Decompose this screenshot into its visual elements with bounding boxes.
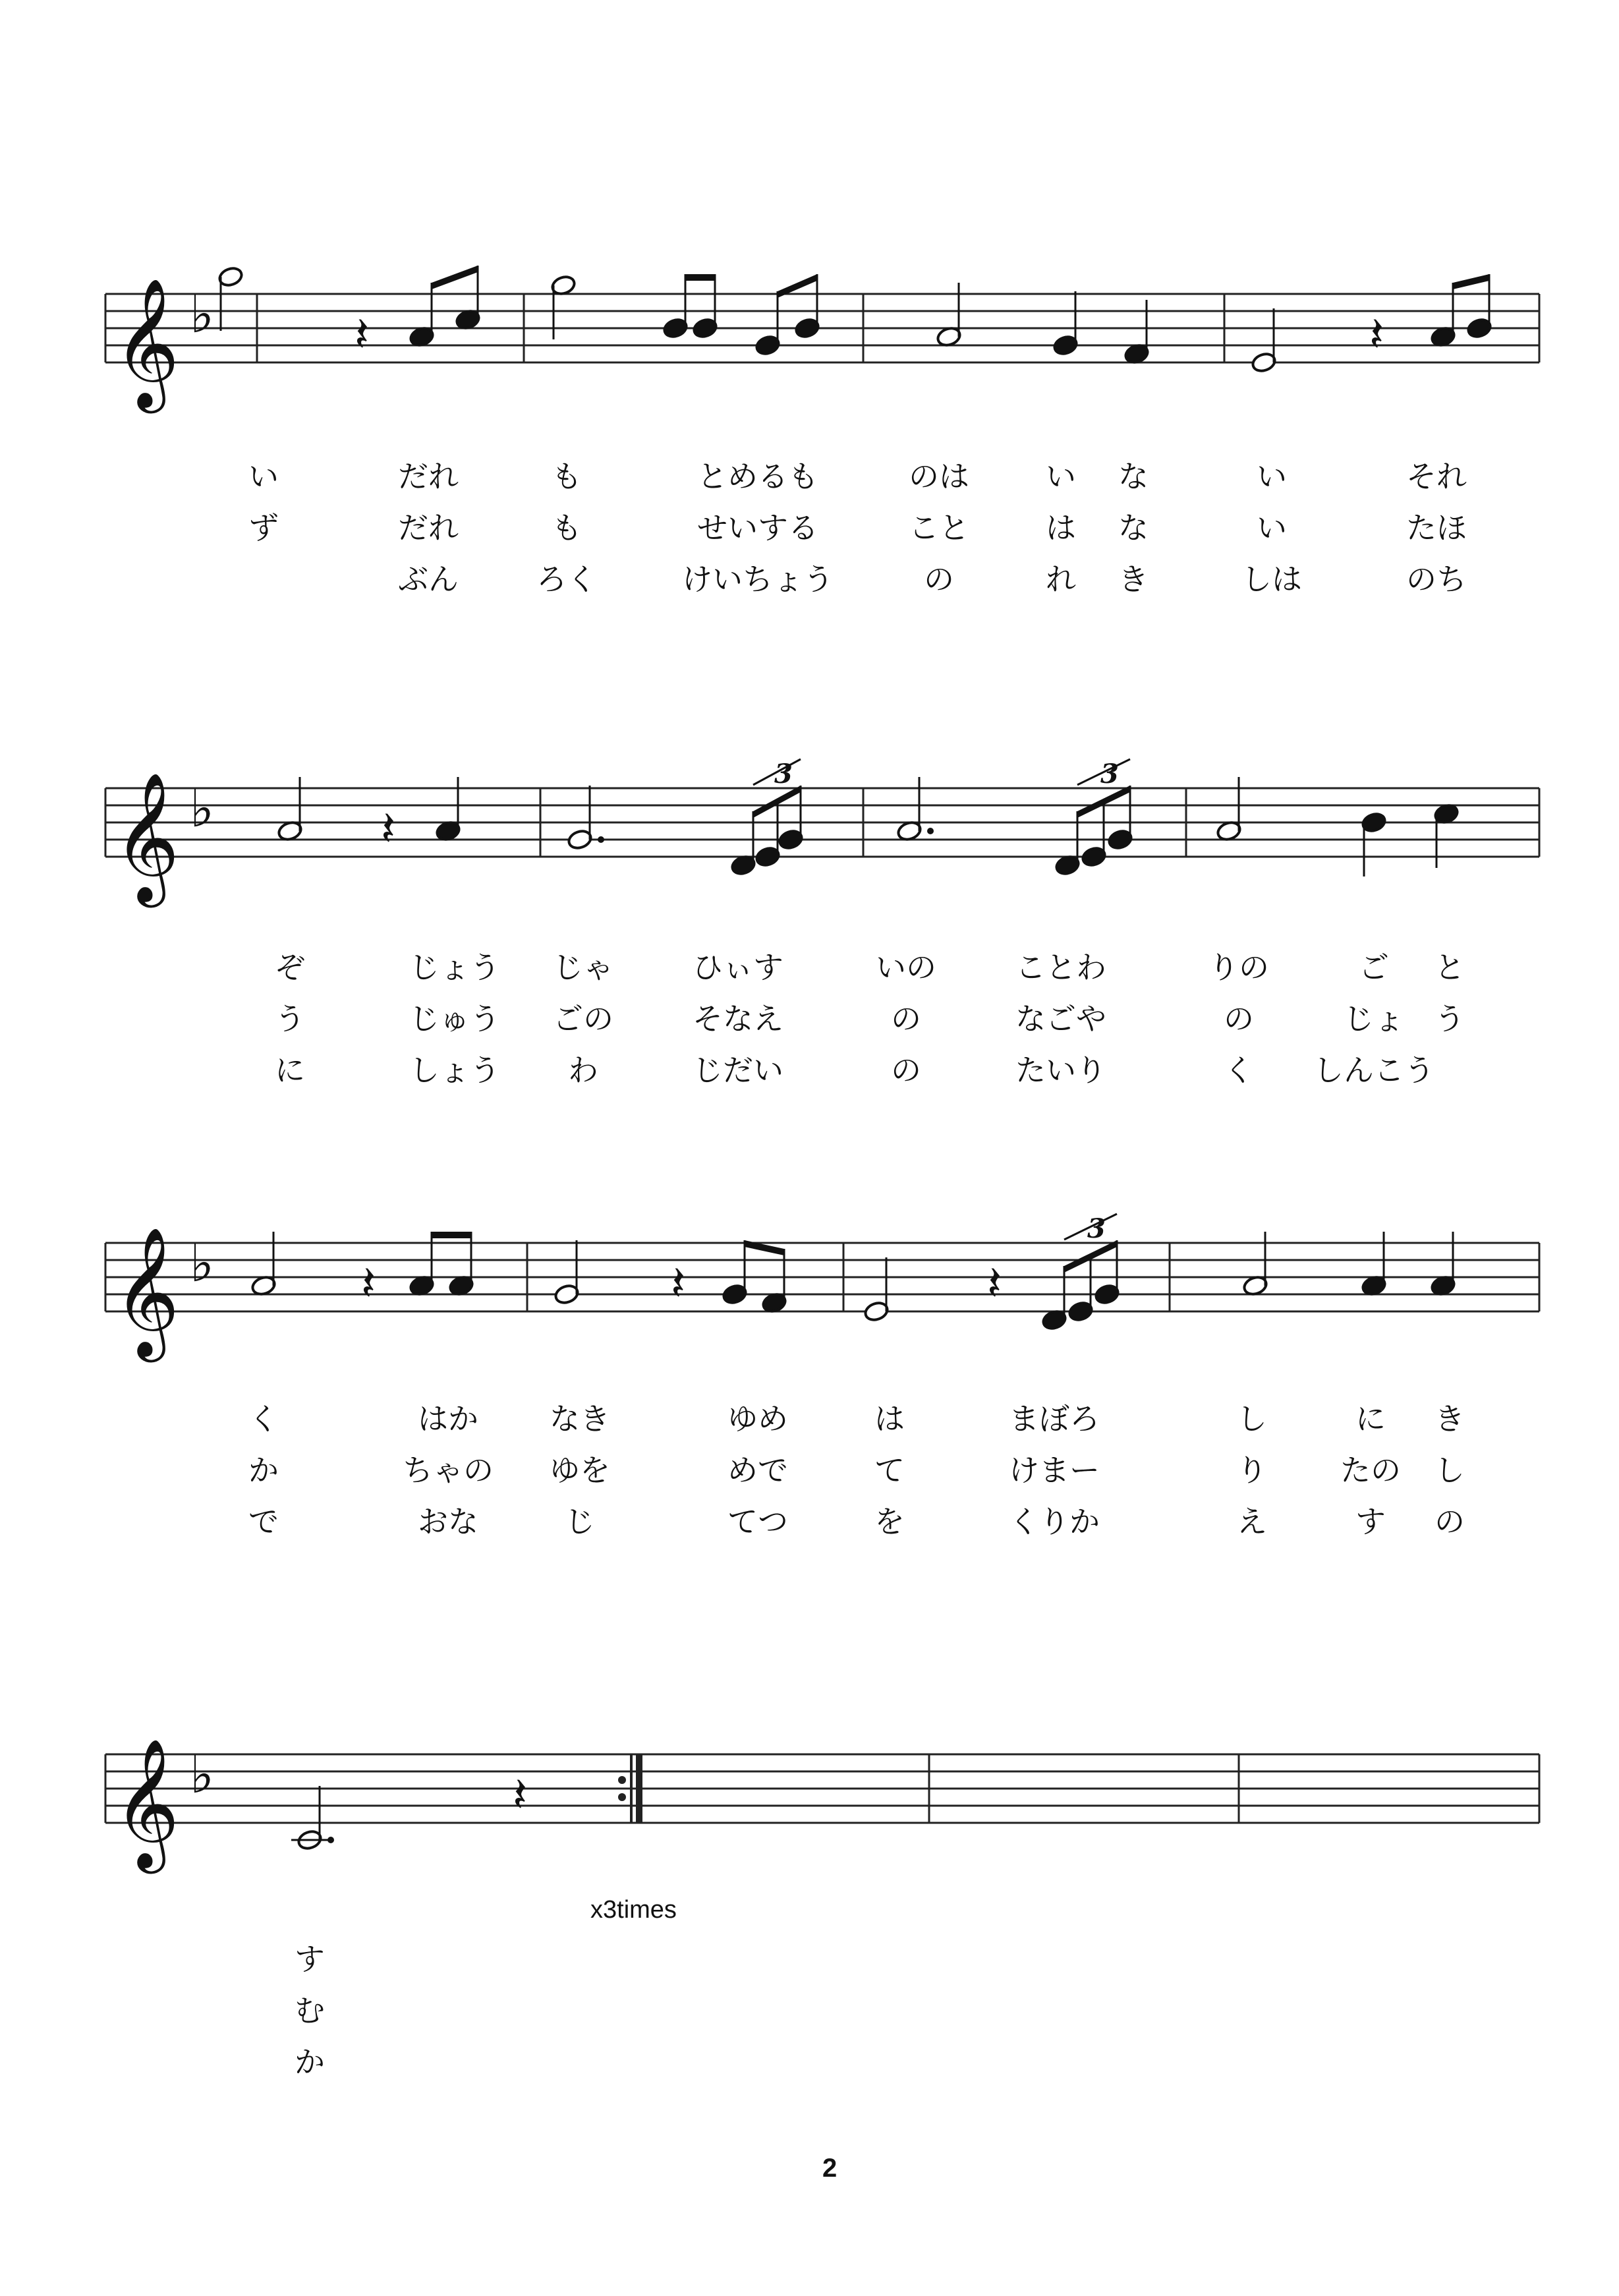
lyric-syllable: ゆめ bbox=[727, 1401, 788, 1437]
lyric-syllable: り bbox=[1237, 1452, 1267, 1488]
lyric-syllable: の bbox=[891, 1052, 921, 1088]
lyric-syllable: ひぃす bbox=[693, 950, 783, 985]
lyric-syllable: い bbox=[1257, 510, 1287, 546]
lyric-syllable: も bbox=[552, 510, 582, 546]
lyric-syllable: まぼろ bbox=[1009, 1401, 1100, 1437]
lyric-syllable: くりか bbox=[1009, 1504, 1100, 1539]
lyric-syllable: は bbox=[1046, 510, 1076, 546]
lyric-syllable: ぶん bbox=[398, 561, 459, 597]
lyric-syllable: けまー bbox=[1009, 1452, 1100, 1488]
lyric-syllable: りの bbox=[1208, 950, 1269, 985]
lyric-syllable: の bbox=[1224, 1001, 1254, 1037]
beam bbox=[432, 1232, 471, 1238]
beam bbox=[685, 274, 715, 281]
lyric-syllable: ことわ bbox=[1015, 950, 1106, 985]
lyric-syllable: ろく bbox=[536, 561, 597, 597]
lyric-syllable: く bbox=[248, 1401, 279, 1437]
lyric-syllable: う bbox=[275, 1001, 305, 1037]
lyric-syllable: ごの bbox=[553, 1001, 613, 1037]
quarter-rest-icon: 𝄽 bbox=[381, 801, 396, 856]
lyric-syllable: い bbox=[1257, 459, 1287, 494]
lyric-syllable: おな bbox=[418, 1504, 478, 1539]
repeat-dot bbox=[618, 1793, 626, 1801]
quarter-rest-icon: 𝄽 bbox=[513, 1767, 528, 1822]
note-dot bbox=[927, 828, 934, 834]
lyric-syllable: しょう bbox=[409, 1052, 500, 1088]
lyric-syllable: と bbox=[1434, 950, 1465, 985]
lyric-syllable: そなえ bbox=[693, 1001, 783, 1037]
treble-clef-icon: 𝄞 bbox=[113, 277, 180, 408]
lyric-syllable: く bbox=[1224, 1052, 1254, 1088]
lyric-syllable: いの bbox=[876, 950, 936, 985]
lyric-syllable: な bbox=[1118, 510, 1149, 546]
lyric-syllable: のち bbox=[1406, 561, 1467, 597]
lyric-syllable: だれ bbox=[398, 510, 459, 546]
lyric-syllable: え bbox=[1237, 1504, 1267, 1539]
lyric-syllable: き bbox=[1118, 561, 1149, 597]
beam bbox=[1453, 274, 1489, 289]
lyric-syllable: のは bbox=[909, 459, 969, 494]
lyric-syllable: はか bbox=[418, 1401, 478, 1437]
lyric-syllable: ちゃの bbox=[403, 1452, 494, 1488]
quarter-rest-icon: 𝄽 bbox=[987, 1255, 1002, 1311]
quarter-rest-icon: 𝄽 bbox=[671, 1255, 686, 1311]
lyric-syllable: の bbox=[891, 1001, 921, 1037]
lyric-syllable: は bbox=[874, 1401, 905, 1437]
lyric-syllable: か bbox=[295, 2044, 325, 2080]
lyric-syllable: い bbox=[248, 459, 279, 494]
lyric-syllable: も bbox=[552, 459, 582, 494]
flat-key-signature-icon: ♭ bbox=[190, 780, 214, 839]
treble-clef-icon: 𝄞 bbox=[113, 772, 180, 902]
lyric-syllable: たの bbox=[1340, 1452, 1401, 1488]
triplet-number: 3 bbox=[1100, 759, 1119, 789]
lyric-syllable: い bbox=[1046, 459, 1076, 494]
lyric-syllable: てつ bbox=[727, 1504, 788, 1539]
lyric-syllable: こと bbox=[909, 510, 969, 546]
lyric-syllable: て bbox=[874, 1452, 905, 1488]
lyric-syllable: なき bbox=[550, 1401, 610, 1437]
treble-clef-icon: 𝄞 bbox=[113, 1738, 180, 1868]
lyric-syllable: し bbox=[1434, 1452, 1465, 1488]
lyric-syllable: だれ bbox=[398, 459, 459, 494]
lyric-syllable: で bbox=[248, 1504, 279, 1539]
treble-clef-icon: 𝄞 bbox=[113, 1226, 180, 1357]
lyric-syllable: じ bbox=[565, 1504, 595, 1539]
lyric-syllable: を bbox=[874, 1504, 905, 1539]
lyric-syllable: けいちょう bbox=[682, 561, 834, 597]
lyric-syllable: し bbox=[1237, 1401, 1267, 1437]
lyric-syllable: せいする bbox=[697, 510, 818, 546]
flat-key-signature-icon: ♭ bbox=[190, 285, 214, 345]
lyric-syllable: じょ bbox=[1344, 1001, 1404, 1037]
lyric-syllable: う bbox=[1434, 1001, 1465, 1037]
triplet-number: 3 bbox=[1087, 1213, 1106, 1244]
lyric-syllable: す bbox=[1355, 1504, 1386, 1539]
lyric-syllable: じゅう bbox=[409, 1001, 500, 1037]
lyric-syllable: の bbox=[924, 561, 954, 597]
flat-key-signature-icon: ♭ bbox=[190, 1746, 214, 1805]
lyric-syllable: な bbox=[1118, 459, 1149, 494]
lyric-syllable: ご bbox=[1359, 950, 1389, 985]
lyric-syllable: しは bbox=[1241, 561, 1302, 597]
quarter-rest-icon: 𝄽 bbox=[1369, 306, 1384, 362]
lyric-syllable: なごや bbox=[1015, 1001, 1106, 1037]
quarter-rest-icon: 𝄽 bbox=[361, 1255, 376, 1311]
lyric-syllable: しんこう bbox=[1313, 1052, 1434, 1088]
triplet-number: 3 bbox=[774, 759, 793, 789]
lyric-syllable: とめるも bbox=[697, 459, 818, 494]
repeat-dot bbox=[618, 1776, 626, 1784]
lyric-syllable: ず bbox=[248, 510, 279, 546]
lyric-syllable: ぞ bbox=[275, 950, 305, 985]
repeat-instruction: x3times bbox=[590, 1896, 677, 1924]
lyric-syllable: わ bbox=[568, 1052, 598, 1088]
lyric-syllable: たほ bbox=[1406, 510, 1467, 546]
beam bbox=[432, 266, 478, 289]
flat-key-signature-icon: ♭ bbox=[190, 1234, 214, 1294]
lyric-syllable: す bbox=[295, 1941, 325, 1977]
note-dot bbox=[327, 1837, 334, 1843]
lyric-syllable: む bbox=[295, 1993, 325, 2028]
note-dot bbox=[598, 836, 604, 843]
lyric-syllable: の bbox=[1434, 1504, 1465, 1539]
lyric-syllable: き bbox=[1434, 1401, 1465, 1437]
lyric-syllable: めで bbox=[727, 1452, 788, 1488]
lyric-syllable: に bbox=[275, 1052, 305, 1088]
lyric-syllable: に bbox=[1355, 1401, 1386, 1437]
quarter-rest-icon: 𝄽 bbox=[355, 306, 370, 362]
lyric-syllable: れ bbox=[1046, 561, 1076, 597]
lyric-syllable: ゆを bbox=[550, 1452, 610, 1488]
page-number: 2 bbox=[822, 2154, 838, 2183]
lyric-syllable: じだい bbox=[693, 1052, 783, 1088]
lyric-syllable: それ bbox=[1406, 459, 1467, 494]
lyric-syllable: か bbox=[248, 1452, 279, 1488]
lyric-syllable: たいり bbox=[1015, 1052, 1106, 1088]
lyric-syllable: じゃ bbox=[553, 950, 613, 985]
lyric-syllable: じょう bbox=[409, 950, 500, 985]
